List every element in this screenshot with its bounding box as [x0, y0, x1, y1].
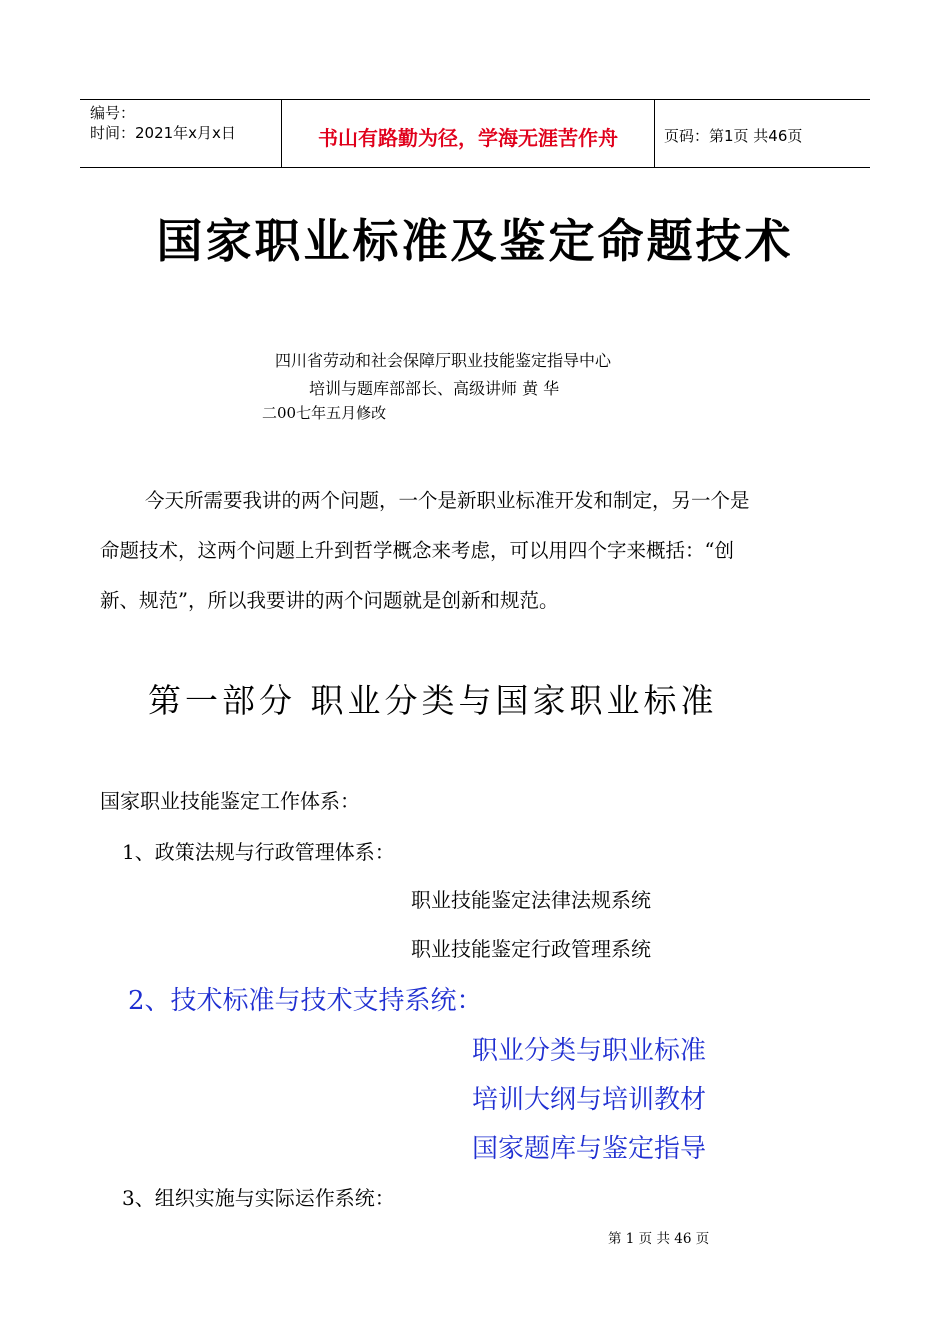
item-2-sub-1: 职业分类与职业标准	[472, 1036, 707, 1066]
header-motto-cell	[282, 100, 655, 167]
author-org: 四川省劳动和社会保障厅职业技能鉴定指导中心	[275, 351, 612, 370]
item-1: 1、政策法规与行政管理体系：	[122, 840, 395, 864]
system-heading: 国家职业技能鉴定工作体系：	[100, 789, 360, 813]
item-2: 2、技术标准与技术支持系统：	[128, 986, 483, 1016]
item-2-sub-2: 培训大纲与培训教材	[472, 1085, 707, 1115]
author-position: 培训与题库部部长、高级讲师 黄 华	[309, 379, 560, 398]
document-title: 国家职业标准及鉴定命题技术	[156, 214, 794, 268]
item-2-sub-3: 国家题库与鉴定指导	[472, 1134, 707, 1164]
page-footer: 第 1 页 共 46 页	[608, 1231, 710, 1247]
item-3: 3、组织实施与实际运作系统：	[122, 1186, 395, 1210]
item-1-sub-2: 职业技能鉴定行政管理系统	[411, 937, 651, 961]
page-info: 页码：第1页 共46页	[664, 127, 803, 145]
intro-line-3: 新、规范”，所以我要讲的两个问题就是创新和规范。	[100, 589, 559, 612]
revision-note: 二00七年五月修改	[262, 404, 387, 422]
intro-line-2: 命题技术，这两个问题上升到哲学概念来考虑，可以用四个字来概括：“创	[100, 539, 734, 562]
motto: 书山有路勤为径，学海无涯苦作舟	[318, 126, 618, 150]
section-title: 第一部分 职业分类与国家职业标准	[148, 681, 718, 720]
number-label: 编号：	[90, 104, 136, 122]
item-1-sub-1: 职业技能鉴定法律法规系统	[411, 888, 651, 912]
header-table	[80, 99, 870, 168]
header-info-cell	[80, 100, 282, 167]
header-page-cell	[655, 100, 870, 167]
intro-line-1: 今天所需要我讲的两个问题，一个是新职业标准开发和制定，另一个是	[145, 489, 750, 512]
time-label: 时间：2021年x月x日	[90, 124, 236, 142]
